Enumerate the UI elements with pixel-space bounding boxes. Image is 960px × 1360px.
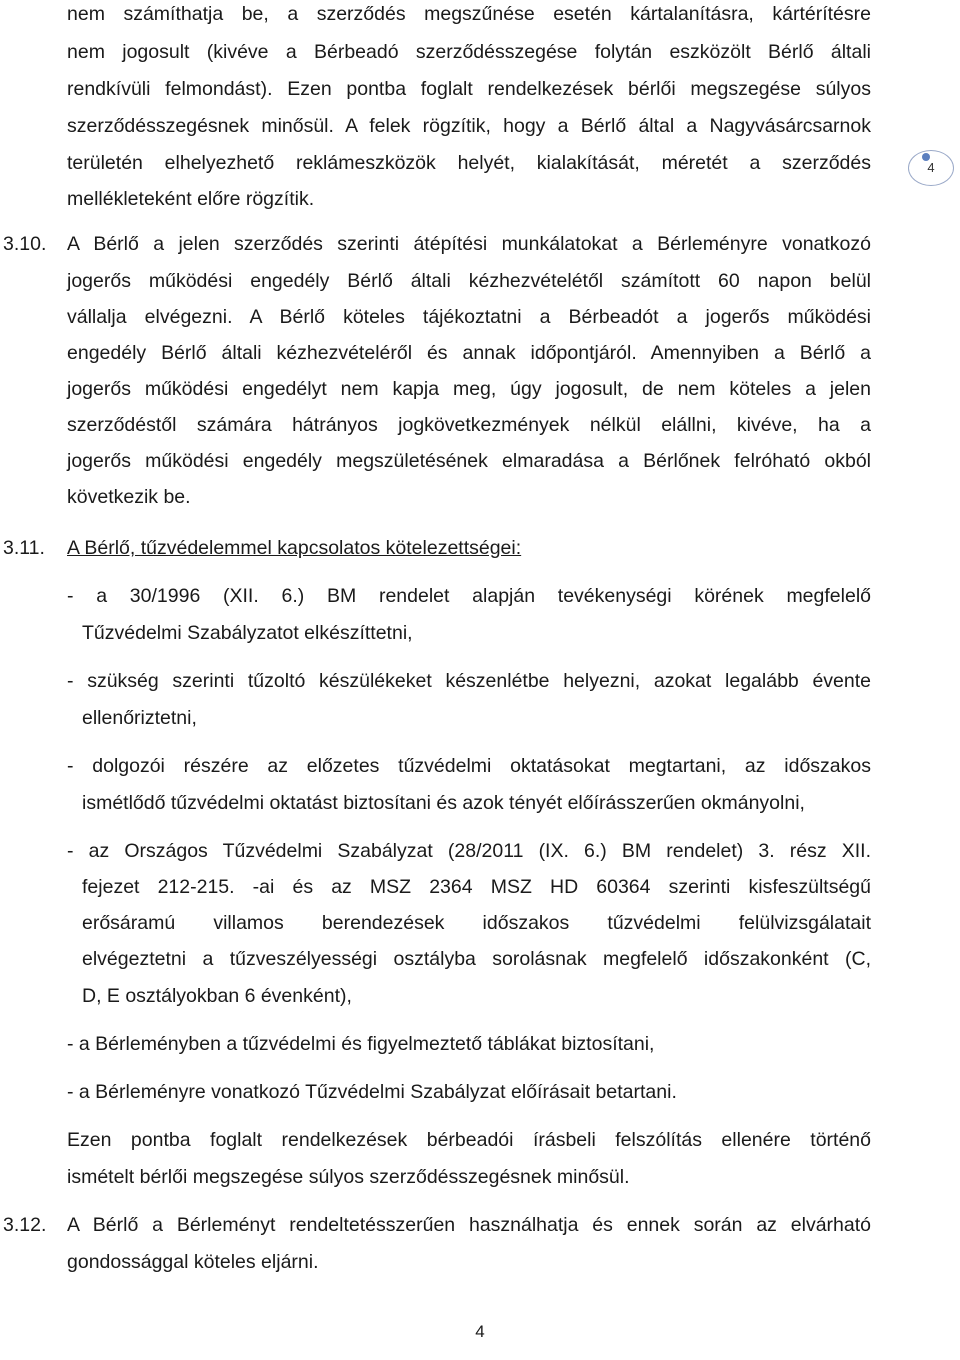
list-item-line: ellenőriztetni, — [82, 707, 197, 729]
section-number: 3.12. — [3, 1214, 47, 1236]
section-text-line: A Bérlő a Bérleményt rendeltetésszerűen használhatja és ennek során az elvárható — [67, 1214, 871, 1236]
list-item-line: ismétlődő tűzvédelmi oktatást biztosítani és azok tényét előírásszerűen okmányolni, — [82, 792, 805, 814]
list-item-line: - a Bérleményre vonatkozó Tűzvédelmi Szabályzat előírásait betartani. — [67, 1081, 677, 1103]
list-item-line: D, E osztályokban 6 évenként), — [82, 985, 352, 1007]
section-text-line: jogerős működési engedély Bérlő általi kézhezvételétől számított 60 napon belül — [67, 270, 871, 292]
body-text-line: területén elhelyezhető reklámeszközök helyét, kialakítását, méretét a szerződés — [67, 152, 871, 174]
body-text-line: szerződésszegésnek minősül. A felek rögzítik, hogy a Bérlő által a Nagyvásárcsarnok — [67, 115, 871, 137]
section-text-line: A Bérlő a jelen szerződés szerinti átépítési munkálatokat a Bérleményre vonatkozó — [67, 233, 871, 255]
section-text-line: szerződéstől számára hátrányos jogkövetkezmények nélkül elállni, kivéve, ha a — [67, 414, 871, 436]
body-text-line: nem jogosult (kivéve a Bérbeadó szerződésszegése folytán eszközölt Bérlő általi — [67, 41, 871, 63]
section-number: 3.11. — [3, 537, 45, 559]
page-number: 4 — [475, 1322, 485, 1341]
list-item-line: - szükség szerinti tűzoltó készülékeket készenlétbe helyezni, azokat legalább évente — [67, 670, 871, 692]
list-item-line: elvégeztetni a tűzveszélyességi osztályba sorolásnak megfelelő időszakonként (C, — [82, 948, 871, 970]
list-item-line: - a 30/1996 (XII. 6.) BM rendelet alapján tevékenységi körének megfelelő — [67, 585, 871, 607]
page-badge-number: 4 — [927, 160, 935, 175]
body-text-line: nem számíthatja be, a szerződés megszűnése esetén kártalanításra, kártérítésre — [67, 3, 871, 25]
closing-text-line: ismételt bérlői megszegése súlyos szerződésszegésnek minősül. — [67, 1166, 630, 1188]
section-text-line: vállalja elvégezni. A Bérlő köteles tájékoztatni a Bérbeadót a jogerős működési — [67, 306, 871, 328]
section-number: 3.10. — [3, 233, 47, 255]
section-heading: A Bérlő, tűzvédelemmel kapcsolatos kötelezettségei: — [67, 537, 522, 559]
closing-text-line: Ezen pontba foglalt rendelkezések bérbeadói írásbeli felszólítás ellenére történő — [67, 1129, 871, 1151]
list-item-line: Tűzvédelmi Szabályzatot elkészíttetni, — [82, 622, 413, 644]
section-text-line: gondossággal köteles eljárni. — [67, 1251, 319, 1273]
list-item-line: - a Bérleményben a tűzvédelmi és figyelmeztető táblákat biztosítani, — [67, 1033, 655, 1055]
list-item-line: fejezet 212-215. -ai és az MSZ 2364 MSZ HD 60364 szerinti kisfeszültségű — [82, 876, 871, 898]
body-text-line: rendkívüli felmondást). Ezen pontba foglalt rendelkezések bérlői megszegése súlyos — [67, 78, 871, 100]
section-text-line: engedély Bérlő általi kézhezvételéről és annak időpontjáról. Amennyiben a Bérlő a — [67, 342, 871, 364]
list-item-line: - az Országos Tűzvédelmi Szabályzat (28/2011 (IX. 6.) BM rendelet) 3. rész XII. — [67, 840, 871, 862]
list-item-line: erősáramú villamos berendezések időszakos tűzvédelmi felülvizsgálatait — [82, 912, 871, 934]
section-text-line: jogerős működési engedély megszületésének elmaradása a Bérlőnek felróható okból — [67, 450, 871, 472]
section-text-line: következik be. — [67, 486, 191, 508]
section-text-line: jogerős működési engedélyt nem kapja meg, úgy jogosult, de nem köteles a jelen — [67, 378, 871, 400]
list-item-line: - dolgozói részére az előzetes tűzvédelmi oktatásokat megtartani, az időszakos — [67, 755, 871, 777]
body-text-line: mellékleteként előre rögzítik. — [67, 188, 315, 210]
